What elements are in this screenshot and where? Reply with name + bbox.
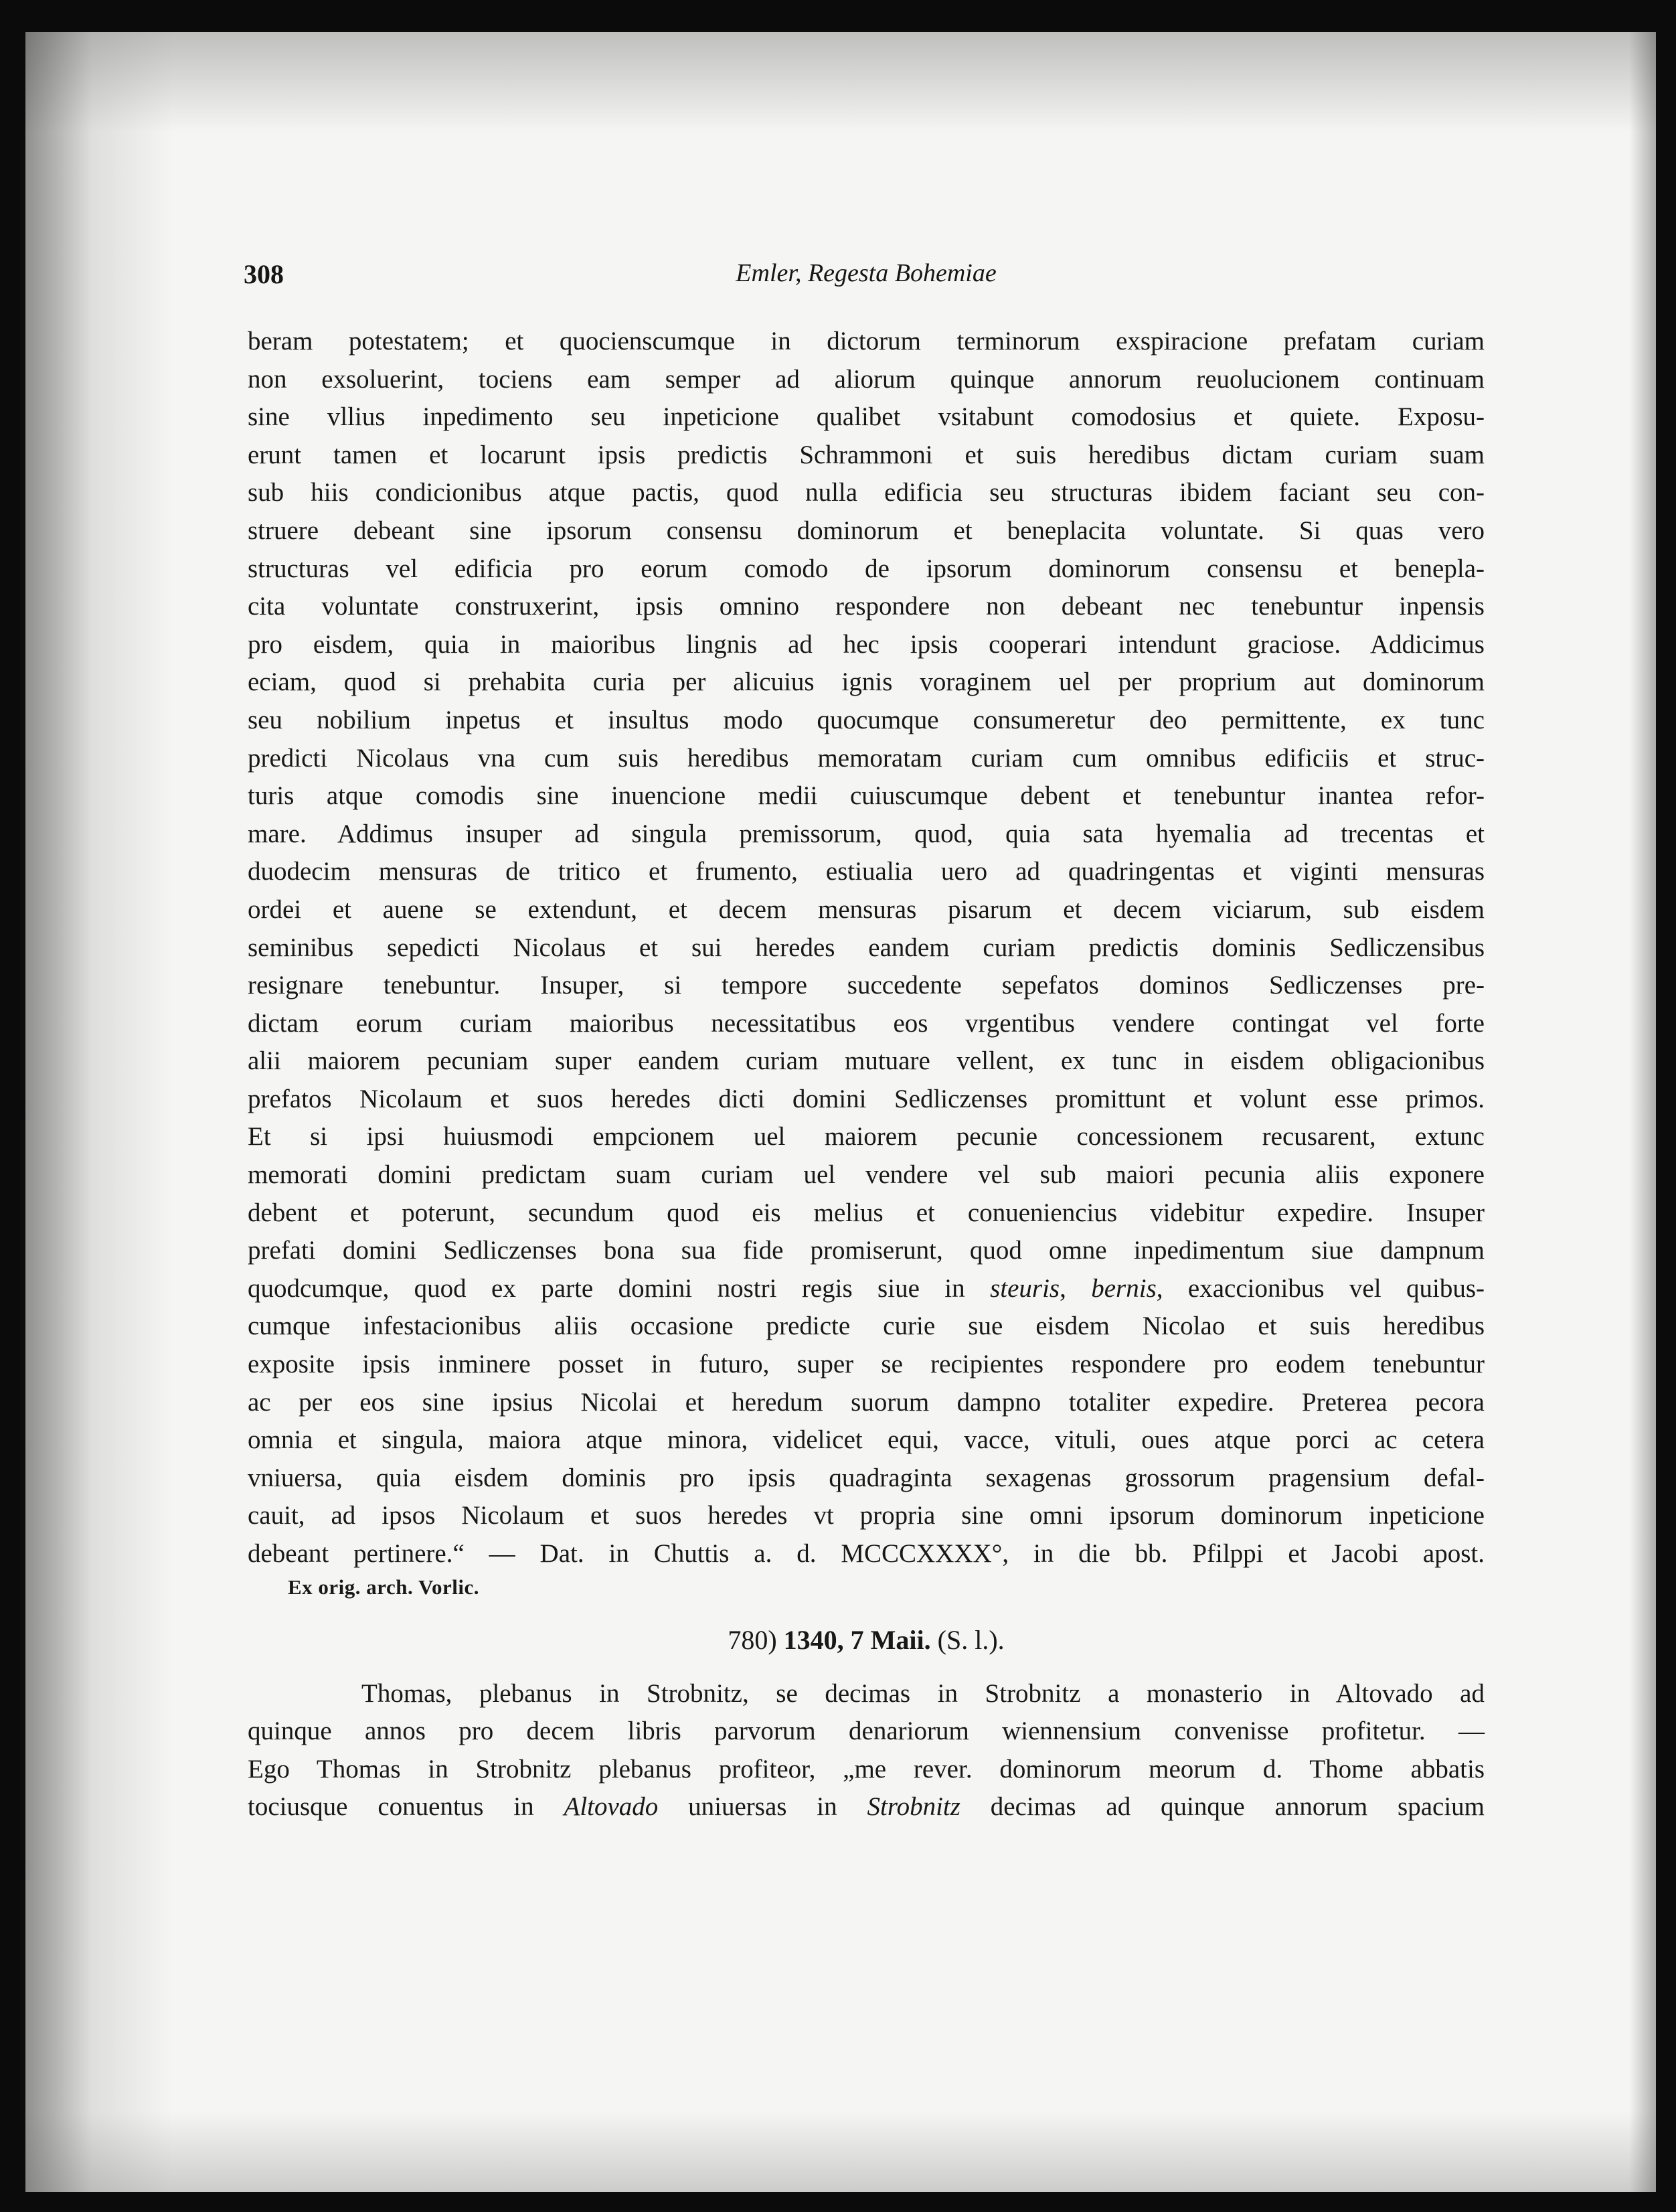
text-line: ac per eos sine ipsius Nicolai et heredum suorum dampno totaliter expedire. Preterea pecora (248, 1387, 1485, 1417)
text-line: seminibus sepedicti Nicolaus et sui heredes eandem curiam predictis dominis Sedliczensibus (248, 933, 1485, 962)
text-line: duodecim mensuras de tritico et frumento, estiualia uero ad quadringentas et viginti mensuras (248, 857, 1485, 886)
text-line: erunt tamen et locarunt ipsis predictis Schrammoni et suis heredibus dictam curiam suam (248, 440, 1485, 469)
text-line: beram potestatem; et quocienscumque in dictorum terminorum exspiracione prefatam curiam (248, 327, 1485, 356)
text-line: cauit, ad ipsos Nicolaum et suos heredes vt propria sine omni ipsorum dominorum inpeticione (248, 1501, 1485, 1530)
text-line: prefati domini Sedliczenses bona sua fide promiserunt, quod omne inpedimentum siue dampnum (248, 1236, 1485, 1265)
text-line: ordei et auene se extendunt, et decem mensuras pisarum et decem viciarum, sub eisdem (248, 894, 1485, 924)
scan-shadow-top (25, 32, 1656, 133)
text-line: turis atque comodis sine inuencione medii cuiuscumque debent et tenebuntur inantea refor- (248, 781, 1485, 811)
text-line: Ego Thomas in Strobnitz plebanus profiteor, „me rever. dominorum meorum d. Thome abbatis (248, 1754, 1485, 1784)
text-run: quodcumque, quod ex parte domini nostri regis siue in (248, 1273, 991, 1303)
scan-shadow-right (1629, 32, 1656, 2192)
scan-shadow-left (25, 32, 173, 2192)
page-number: 308 (244, 259, 284, 289)
text-line: sub hiis condicionibus atque pactis, quod nulla edificia seu structuras ibidem faciant seu con- (248, 478, 1485, 507)
text-run: decimas ad quinque annorum spacium (960, 1792, 1485, 1822)
text-line: Thomas, plebanus in Strobnitz, se decimas in Strobnitz a monasterio in Altovado ad (361, 1678, 1485, 1708)
text-run: uniuersas in (658, 1792, 867, 1822)
text-line: Et si ipsi huiusmodi empcionem uel maiorem pecunie concessionem recusarent, extunc (248, 1122, 1485, 1152)
page-header (244, 258, 1489, 299)
text-line: non exsoluerint, tociens eam semper ad aliorum quinque annorum reuolucionem continuam (248, 364, 1485, 394)
text-line: debeant pertinere.“ — Dat. in Chuttis a. d. MCCCXXXX°, in die bb. Pfilppi et Jacobi apost. (248, 1539, 1485, 1568)
italic-place-name: Altovado (564, 1792, 659, 1822)
text-line: debent et poterunt, secundum quod eis melius et conueniencius videbitur expedire. Insuper (248, 1198, 1485, 1227)
italic-place-name: Strobnitz (867, 1792, 960, 1822)
entry-heading (248, 1622, 1485, 1659)
text-line: exposite ipsis inminere posset in futuro, super se recipientes respondere pro eodem tenebuntur (248, 1350, 1485, 1379)
scan-shadow-bottom (25, 2112, 1656, 2192)
text-line-with-italics (248, 1270, 1485, 1308)
text-line: pro eisdem, quia in maioribus lingnis ad hec ipsis cooperari intendunt graciose. Addicimus (248, 629, 1485, 659)
entry-seal-note: (S. l.). (937, 1624, 1005, 1655)
text-line: sine vllius inpedimento seu inpeticione qualibet vsitabunt comodosius et quiete. Exposu- (248, 402, 1485, 432)
text-line: mare. Addimus insuper ad singula premissorum, quod, quia sata hyemalia ad trecentas et (248, 819, 1485, 848)
text-run: , exaccionibus vel quibus- (1156, 1273, 1485, 1303)
text-line: resignare tenebuntur. Insuper, si tempore succedente sepefatos dominos Sedliczenses pre- (248, 971, 1485, 1000)
text-line: vniuersa, quia eisdem dominis pro ipsis quadraginta sexagenas grossorum pragensium defal- (248, 1463, 1485, 1492)
text-line: structuras vel edificia pro eorum comodo de ipsorum dominorum consensu et benepla- (248, 554, 1485, 583)
text-line: memorati domini predictam suam curiam uel vendere vel sub maiori pecunia aliis exponere (248, 1160, 1485, 1190)
text-line: eciam, quod si prehabita curia per alicuius ignis voraginem uel per proprium aut dominorum (248, 667, 1485, 697)
document-body (248, 323, 1485, 1826)
text-line: cita voluntate construxerint, ipsis omnino respondere non debeant nec tenebuntur inpensis (248, 592, 1485, 621)
text-line: predicti Nicolaus vna cum suis heredibus memoratam curiam cum omnibus edificiis et struc- (248, 743, 1485, 773)
text-line: struere debeant sine ipsorum consensu dominorum et beneplacita voluntate. Si quas vero (248, 516, 1485, 545)
text-line: seu nobilium inpetus et insultus modo quocumque consumeretur deo permittente, ex tunc (248, 705, 1485, 734)
running-title: Emler, Regesta Bohemiae (736, 259, 997, 287)
source-note: Ex orig. arch. Vorlic. (288, 1575, 479, 1599)
text-line-with-italics (248, 1788, 1485, 1826)
italic-term: steuris (990, 1273, 1060, 1303)
text-line: quinque annos pro decem libris parvorum denariorum wiennensium convenisse profitetur. — (248, 1717, 1485, 1746)
text-line: alii maiorem pecuniam super eandem curiam mutuare vellent, ex tunc in eisdem obligacionibus (248, 1046, 1485, 1076)
text-line: cumque infestacionibus aliis occasione predicte curie sue eisdem Nicolao et suis heredibus (248, 1312, 1485, 1341)
entry-number: 780) (728, 1624, 777, 1655)
text-line: omnia et singula, maiora atque minora, videlicet equi, vacce, vituli, oues atque porci ac cetera (248, 1425, 1485, 1455)
italic-term: bernis (1091, 1273, 1157, 1303)
text-run: , (1060, 1273, 1092, 1303)
text-line: prefatos Nicolaum et suos heredes dicti domini Sedliczenses promittunt et volunt esse primos. (248, 1084, 1485, 1113)
text-run: tociusque conuentus in (248, 1792, 564, 1822)
entry-date: 1340, 7 Maii. (783, 1624, 931, 1655)
text-line: dictam eorum curiam maioribus necessitatibus eos vrgentibus vendere contingat vel forte (248, 1008, 1485, 1038)
